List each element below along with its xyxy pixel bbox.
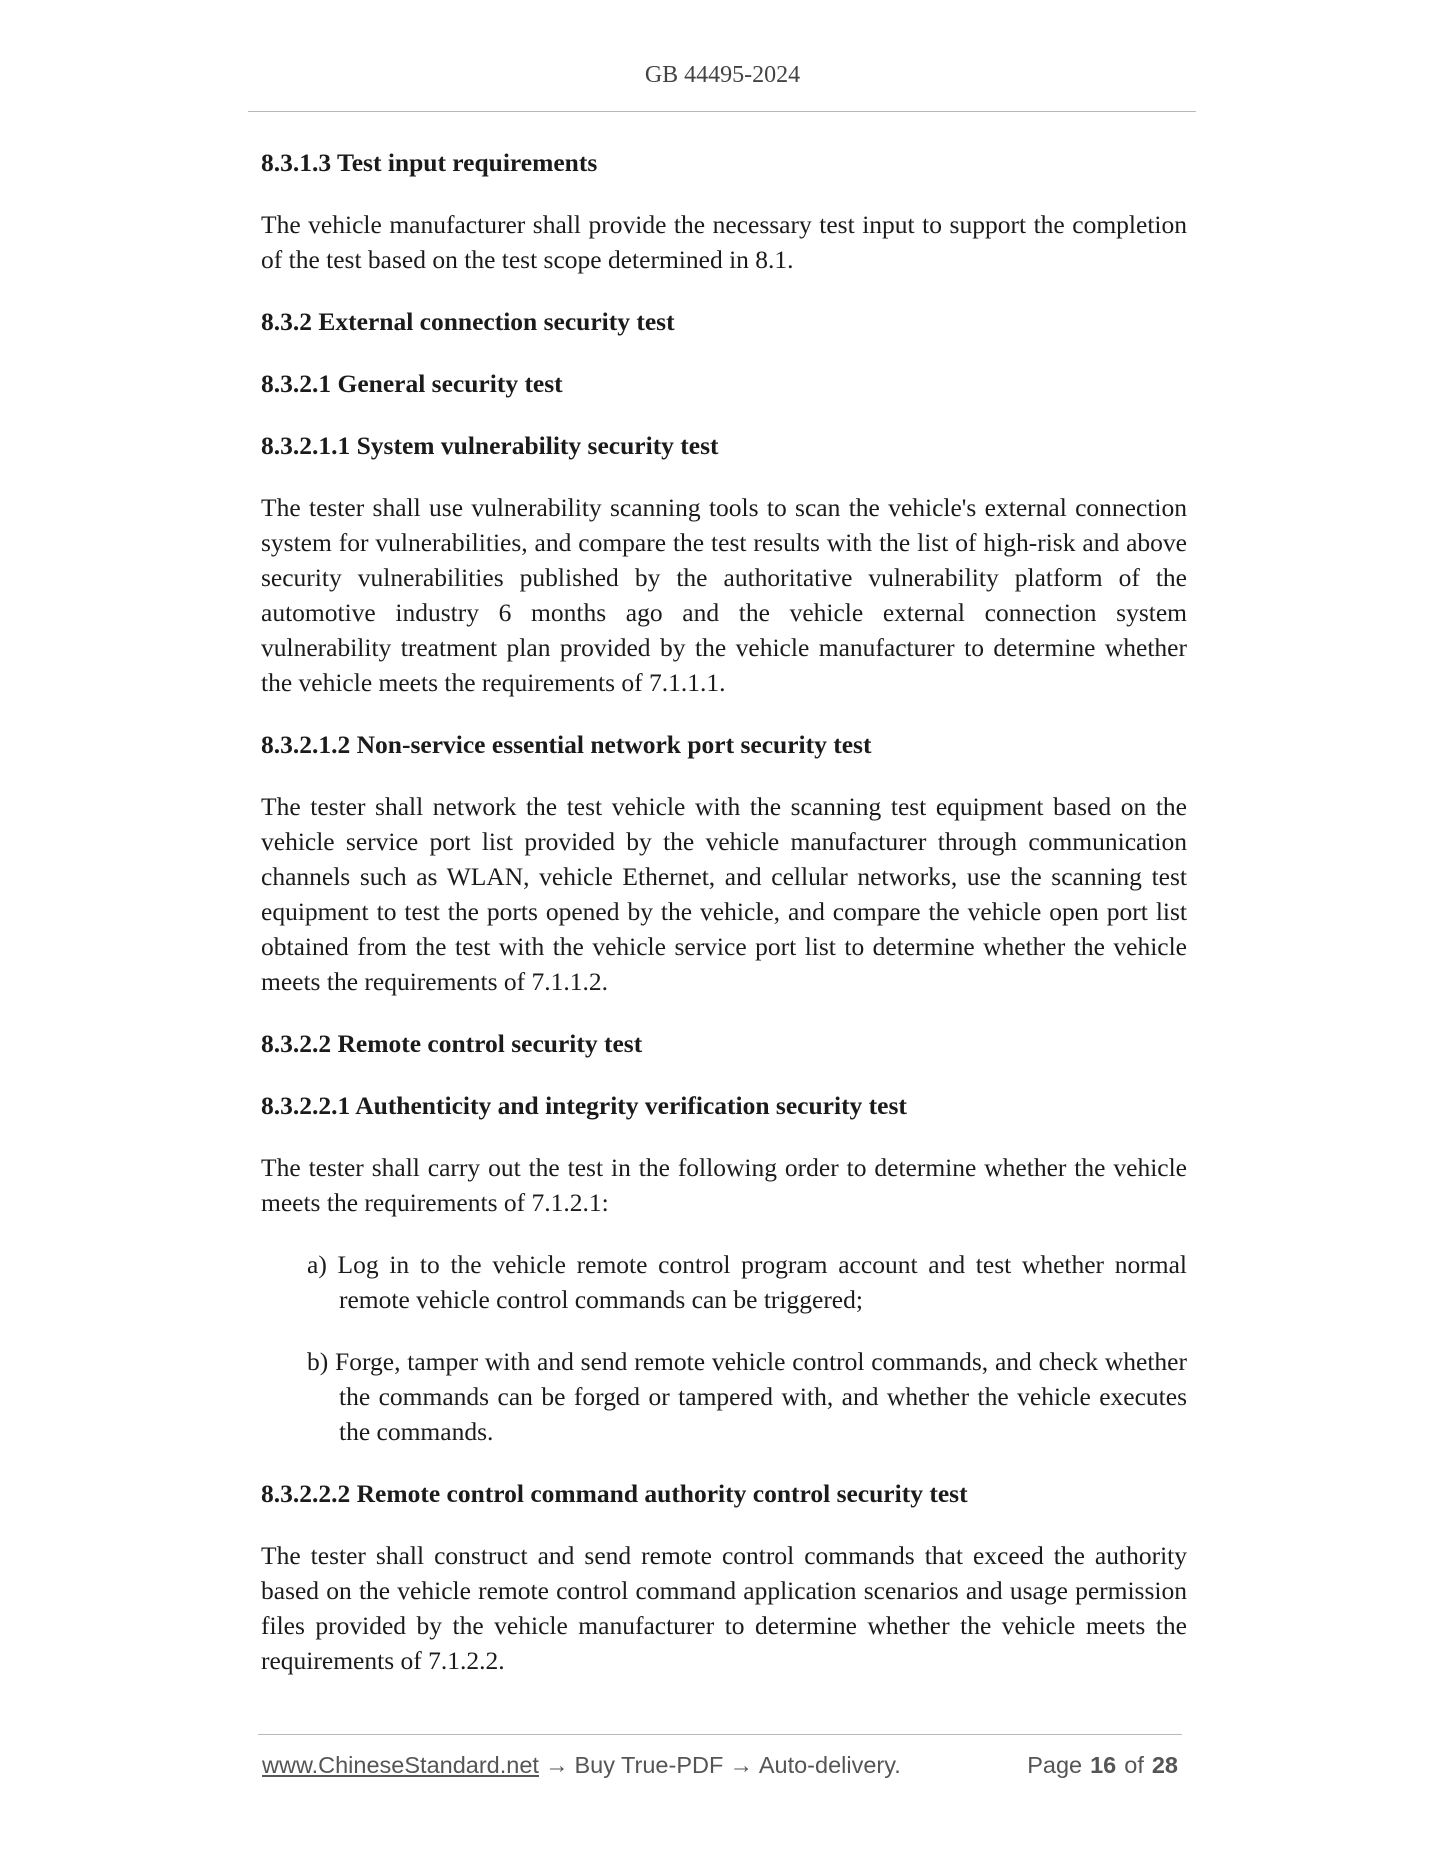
page-footer	[262, 1752, 1182, 1784]
footer-divider	[258, 1734, 1182, 1735]
page-counter	[1027, 1752, 1178, 1779]
section-heading-8-3-2-2-2: 8.3.2.2.2 Remote control command authority control security test	[261, 1479, 968, 1508]
page-number: 16	[1090, 1752, 1117, 1778]
paragraph-test-input: The vehicle manufacturer shall provide the necessary test input to support the completion of the test based on the test scope determined in 8.1.	[261, 210, 1187, 274]
section-heading-8-3-2-2: 8.3.2.2 Remote control security test	[261, 1029, 643, 1058]
page-total: 28	[1151, 1752, 1178, 1778]
arrow-right-icon: →	[729, 1752, 753, 1778]
document-code-header: GB 44495-2024	[644, 62, 801, 88]
section-heading-8-3-2-1: 8.3.2.1 General security test	[261, 369, 563, 398]
footer-promo	[262, 1752, 901, 1779]
website-link[interactable]: www.ChineseStandard.net	[262, 1752, 539, 1778]
section-heading-8-3-2-1-2: 8.3.2.1.2 Non-service essential network port security test	[261, 730, 872, 759]
paragraph-authority-test: The tester shall construct and send remote control commands that exceed the authority based on the vehicle remote control command application scenarios and usage permission files provided by the vehicle manufacturer to determine whether the vehicle meets the requirements of 7.1.2.2.	[261, 1541, 1187, 1675]
list-item-b: b) Forge, tamper with and send remote vehicle control commands, and check whether the commands can be forged or tampered with, and whether the vehicle executes the commands.	[307, 1347, 1187, 1446]
section-heading-8-3-2-1-1: 8.3.2.1.1 System vulnerability security test	[261, 431, 719, 460]
page-body	[261, 145, 1187, 1705]
header-divider	[248, 111, 1196, 112]
section-heading-8-3-2-2-1: 8.3.2.2.1 Authenticity and integrity verification security test	[261, 1091, 907, 1120]
buy-true-pdf-text: Buy True-PDF	[574, 1752, 724, 1778]
paragraph-network-port-test: The tester shall network the test vehicle with the scanning test equipment based on the vehicle service port list provided by the vehicle manufacturer through communication channels such as WLAN, vehicle Ethernet, and cellular networks, use the scanning test equipment to test the ports opened by the vehicle, and compare the vehicle open port list obtained from the test with the vehicle service port list to determine whether the vehicle meets the requirements of 7.1.1.2.	[261, 792, 1187, 996]
auto-delivery-text: Auto-delivery.	[758, 1752, 901, 1778]
of-label: of	[1124, 1752, 1144, 1778]
arrow-right-icon: →	[544, 1752, 569, 1778]
paragraph-vulnerability-test: The tester shall use vulnerability scanning tools to scan the vehicle's external connection system for vulnerabilities, and compare the test results with the list of high-risk and above security vulnerabilities published by the authoritative vulnerability platform of the automotive industry 6 months ago and the vehicle external connection system vulnerability treatment plan provided by the vehicle manufacturer to determine whether the vehicle meets the requirements of 7.1.1.1.	[261, 493, 1187, 697]
paragraph-authenticity-test: The tester shall carry out the test in the following order to determine whether the vehicle meets the requirements of 7.1.2.1:	[261, 1153, 1187, 1217]
section-heading-8-3-1-3: 8.3.1.3 Test input requirements	[261, 148, 598, 177]
list-item-a: a) Log in to the vehicle remote control program account and test whether normal remote vehicle control commands can be triggered;	[307, 1250, 1187, 1314]
page-label: Page	[1027, 1752, 1083, 1778]
section-heading-8-3-2: 8.3.2 External connection security test	[261, 307, 675, 336]
